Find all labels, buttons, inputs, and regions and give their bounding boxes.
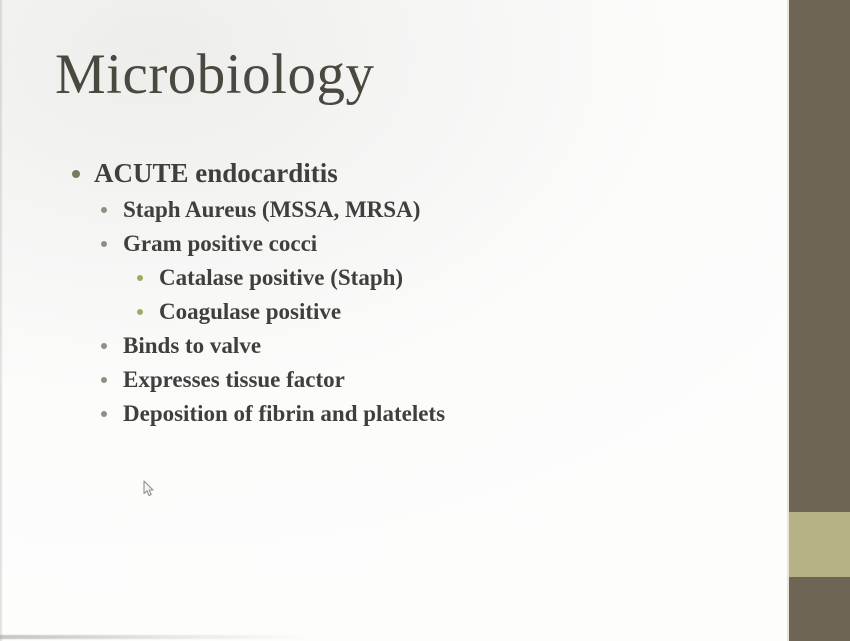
- slide-title: Microbiology: [55, 43, 375, 106]
- bullet-text: Catalase positive (Staph): [159, 265, 404, 290]
- bullet-dot-icon: [137, 309, 143, 315]
- bullet-text: Expresses tissue factor: [123, 367, 345, 392]
- bullet-dot-icon: [101, 377, 107, 383]
- bullet-item: [0, 397, 760, 431]
- bullet-dot-icon: [101, 207, 107, 213]
- bullet-text: Gram positive cocci: [123, 231, 318, 256]
- bullet-item: [0, 261, 760, 295]
- accent-band-dark-top: [789, 0, 850, 512]
- bullet-dot-icon: [101, 411, 107, 417]
- bullet-item: [0, 193, 760, 227]
- bullet-item: [0, 363, 760, 397]
- bullet-text: Deposition of fibrin and platelets: [123, 401, 446, 426]
- accent-band: [787, 0, 850, 641]
- bullet-text: Binds to valve: [123, 333, 262, 358]
- bullet-list: [0, 154, 760, 431]
- arrow-pointer-icon: [142, 480, 155, 498]
- accent-band-dark-bottom: [789, 577, 850, 641]
- bullet-item: [0, 227, 760, 261]
- bullet-item: [0, 329, 760, 363]
- bullet-dot-icon: [101, 343, 107, 349]
- bullet-item: [0, 154, 760, 193]
- bullet-text: Coagulase positive: [159, 299, 342, 324]
- bullet-dot-icon: [137, 275, 143, 281]
- bullet-dot-icon: [101, 241, 107, 247]
- bullet-item: [0, 295, 760, 329]
- frame-bottom-shadow: [0, 635, 310, 639]
- accent-band-light: [789, 512, 850, 577]
- bullet-text: ACUTE endocarditis: [94, 158, 338, 188]
- bullet-text: Staph Aureus (MSSA, MRSA): [123, 197, 421, 222]
- bullet-dot-icon: [72, 170, 80, 178]
